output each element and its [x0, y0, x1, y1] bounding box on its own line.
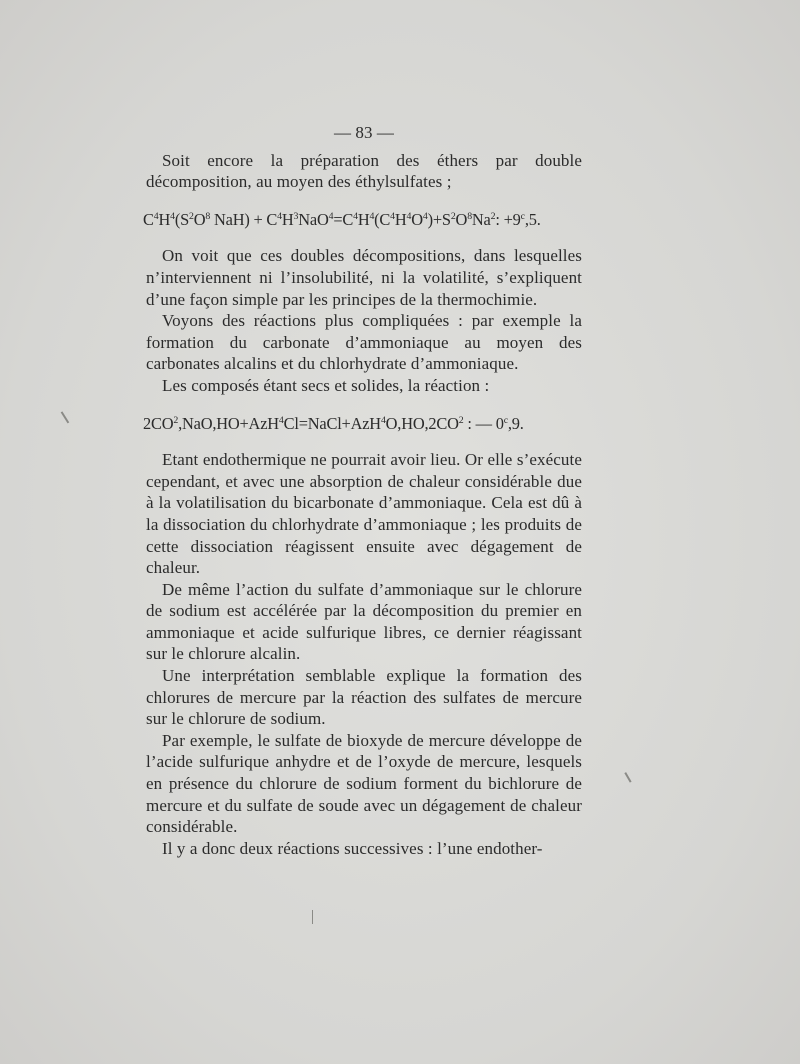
- paragraph: Une interprétation semblable explique la formation des chlorures de mercure par la réaction des sulfates de mercure sur le chlorure de sodium.: [146, 666, 582, 729]
- paragraph: Par exemple, le sulfate de bioxyde de mercure développe de l’acide sulfurique anhydre et de l’oxyde de mercure, lesquels en présence du chlorure de sodium forment du bichlorure de mercure et du sulfate de soude avec un dégagement de chaleur considérable.: [146, 730, 582, 837]
- paragraph: Les composés étant secs et solides, la réaction :: [162, 375, 490, 395]
- formula-ethylsulfate: $C^4H^4(S^2O^8$ $NaH) + C^4H^3NaO^4=C^4H^4(C^4H^4O^4)+S^2O^8Na^2$: $+9^c,5$.: [143, 209, 541, 229]
- margin-mark: [312, 910, 313, 924]
- paragraph: On voit que ces doubles décompositions, dans lesquelles n’interviennent ni l’insolubilité, ni la volatilité, s’expliquent d’une façon simple par les principes de la thermochimie.: [146, 246, 582, 309]
- paragraph: Soit encore la préparation des éthers par double décomposition, au moyen des éthylsulfates ;: [146, 150, 582, 192]
- paragraph: Il y a donc deux réactions successives : l’une endother-: [162, 838, 543, 858]
- paragraph: Etant endothermique ne pourrait avoir lieu. Or elle s’exécute cependant, et avec une absorption de chaleur considérable due à la volatilisation du bicarbonate d’ammoniaque. Cela est dû à la dissociation du chlorhydrate d’ammoniaque ; les produits de cette dissociation réagissent ensuite avec dégagement de chaleur.: [146, 450, 582, 578]
- paragraph: Voyons des réactions plus compliquées : par exemple la formation du carbonate d’ammoniaque au moyen des carbonates alcalins et du chlorhydrate d’ammoniaque.: [146, 311, 582, 374]
- paragraph: De même l’action du sulfate d’ammoniaque sur le chlorure de sodium est accélérée par la décomposition du premier en ammoniaque et acide sulfurique libres, ce dernier réagissant sur le chlorure alcalin.: [146, 579, 582, 664]
- margin-mark: [61, 412, 69, 424]
- formula-carbonate: $2CO^2,NaO,HO+AzH^4Cl=NaCl+AzH^4O,HO,2CO^2$ : — 0$^c$,9.: [143, 413, 524, 433]
- text-block: [143, 122, 582, 859]
- page-number: — 83 —: [333, 123, 395, 142]
- margin-mark: [624, 772, 631, 782]
